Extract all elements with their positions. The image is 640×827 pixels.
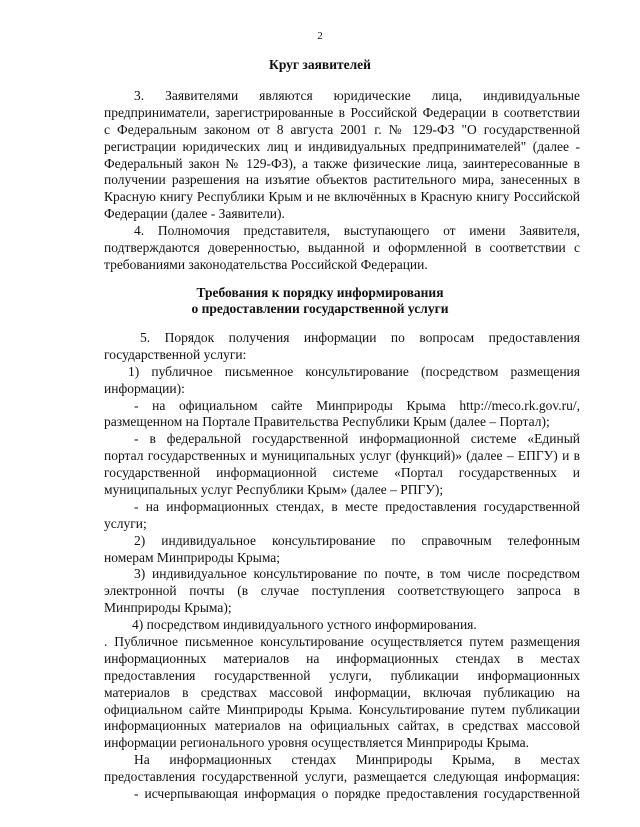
text-line: На информационных стендах Минприроды Крыма, в местах <box>134 752 580 768</box>
text-line: 3) индивидуальное консультирование по почте, в том числе посредством <box>134 566 580 582</box>
text-line: электронной почты (в случае поступления соответствующего запроса в <box>104 583 580 599</box>
text-line: материалов в средствах массовой информации, включая публикацию на <box>104 684 580 700</box>
text-line: 1) публичное письменное консультирование (посредством размещения <box>128 363 580 379</box>
text-line: требованиями законодательства Российской Федерации. <box>104 256 428 272</box>
text-line: с Федеральным законом от 8 августа 2001 г. № 129-ФЗ "О государственной <box>104 121 580 137</box>
text-line: размещенном на Портале Правительства Республики Крым (далее – Портал); <box>104 414 550 430</box>
text-line: - исчерпывающая информация о порядке предоставления государственной <box>134 786 580 802</box>
text-line: номерам Минприроды Крыма; <box>104 549 281 565</box>
paragraph-4 <box>104 223 580 274</box>
text-line: 4. Полномочия представителя, выступающего от имени Заявителя, <box>134 223 580 238</box>
section-heading-requirements <box>0 285 640 317</box>
text-line: предприниматели, зарегистрированные в Российской Федерации в соответствии <box>104 104 580 120</box>
text-line: 3. Заявителями являются юридические лица, индивидуальные <box>134 88 580 103</box>
text-line: 4) посредством индивидуального устного информирования. <box>132 617 477 633</box>
text-line: 2) индивидуальное консультирование по справочным телефонным <box>134 532 580 548</box>
text-line: государственной информационной системе «Портал государственных и <box>104 465 580 481</box>
text-line: - на официальном сайте Минприроды Крыма http://meco.rk.gov.ru/, <box>134 397 580 413</box>
text-line: подтверждаются доверенностью, выданной и оформленной в соответствии с <box>104 239 580 255</box>
text-line: Минприроды Крыма); <box>104 600 232 616</box>
text-line: официальном сайте Минприроды Крыма. Консультирование путем публикации <box>104 701 580 717</box>
text-line: услуги; <box>104 515 147 531</box>
text-line: - на информационных стендах, в месте предоставления государственной <box>134 498 580 514</box>
text-line: информации регионального уровня осуществляется Минприроды Крыма. <box>104 735 529 751</box>
paragraph-5 <box>104 330 580 803</box>
text-line: 5. Порядок получения информации по вопросам предоставления <box>140 330 580 345</box>
text-line: - в федеральной государственной информационной системе «Единый <box>134 431 580 447</box>
text-line: информации): <box>104 380 185 396</box>
text-line: регистрации юридических лиц и индивидуальных предпринимателей" (далее - <box>104 138 580 154</box>
page-number: 2 <box>317 30 323 42</box>
text-line: информационных материалов на официальных сайтах, в средствах массовой <box>104 718 580 734</box>
text-line: получении разрешения на изъятие объектов растительного мира, занесенных в <box>104 172 580 188</box>
text-line: Федерации (далее - Заявители). <box>104 206 285 222</box>
text-line: Федеральный закон № 129-ФЗ), а также физические лица, заинтересованные в <box>104 155 580 171</box>
text-line: предоставления государственной услуги, публикации информационных <box>104 667 580 683</box>
text-line: Красную книгу Республики Крым и не включённых в Красную книгу Российской <box>104 189 580 205</box>
section-heading-applicants: Круг заявителей <box>269 57 371 72</box>
text-line: государственной услуги: <box>104 346 247 362</box>
heading-line: о предоставлении государственной услуги <box>191 301 449 316</box>
text-line: муниципальных услуг Республики Крым» (далее – РПГУ); <box>104 482 444 498</box>
paragraph-3 <box>104 88 580 223</box>
text-line: информационных материалов на информационных стендах в местах <box>104 650 580 666</box>
heading-line: Требования к порядку информирования <box>196 285 444 300</box>
text-line: . Публичное письменное консультирование осуществляется путем размещения <box>104 634 580 650</box>
text-line: портал государственных и муниципальных услуг (функций)» (далее – ЕПГУ) и в <box>104 448 580 464</box>
text-line: предоставления государственной услуги, размещается следующая информация: <box>104 769 580 785</box>
